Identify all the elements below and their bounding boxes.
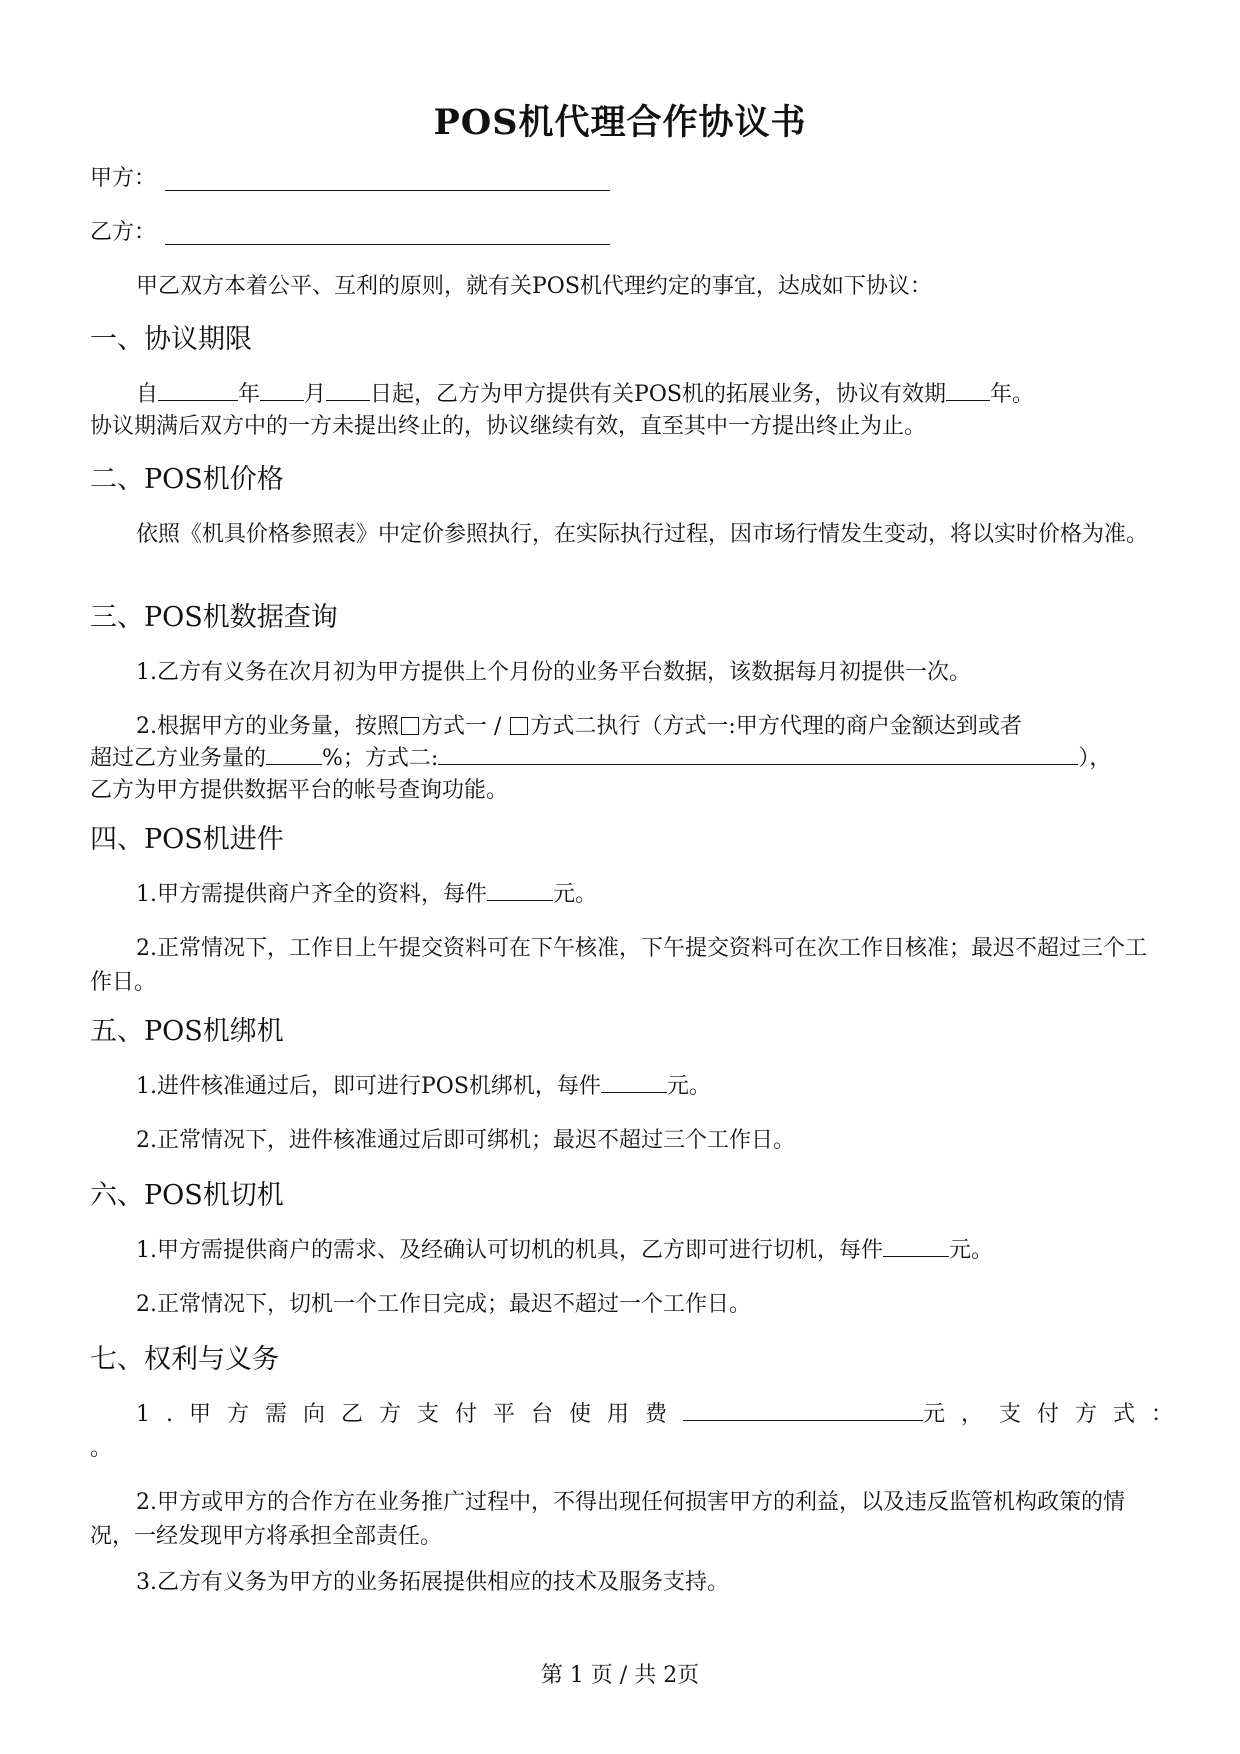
party-b-blank[interactable] xyxy=(165,244,610,245)
section-1-paragraph-line-1 xyxy=(136,378,1034,412)
month-blank[interactable] xyxy=(260,380,304,401)
option-2-checkbox[interactable] xyxy=(510,717,528,735)
text: 元， xyxy=(923,1402,1000,1427)
party-a-label: 甲方： xyxy=(90,166,157,191)
section-7-item-2: 2.甲方或甲方的合作方在业务推广过程中，不得出现任何损害甲方的利益，以及违反监管机构政策的情况，一经发现甲方将承担全部责任。 xyxy=(90,1490,1125,1549)
section-5-heading: 五、POS机绑机 xyxy=(90,1016,284,1047)
document-title: POS机代理合作协议书 xyxy=(433,102,807,143)
percentage-blank[interactable] xyxy=(266,744,322,765)
text: 1.甲方需向乙方支付平台使用费 xyxy=(136,1402,683,1427)
text: 1.甲方需提供商户的需求、及经确认可切机的机具，乙方即可进行切机，每件 xyxy=(136,1238,883,1263)
intake-fee-blank[interactable] xyxy=(487,880,553,901)
day-blank[interactable] xyxy=(326,380,370,401)
text: ）， xyxy=(1078,746,1112,771)
intro-paragraph: 甲乙双方本着公平、互利的原则，就有关POS机代理约定的事宜，达成如下协议： xyxy=(136,274,932,299)
section-3-item-1: 1.乙方有义务在次月初为甲方提供上个月份的业务平台数据，该数据每月初提供一次。 xyxy=(136,660,971,685)
section-7-item-1-line-2: 。 xyxy=(90,1436,113,1461)
text: 1.甲方需提供商户齐全的资料，每件 xyxy=(136,882,487,907)
section-6-item-1 xyxy=(136,1234,993,1268)
section-3-heading: 三、POS机数据查询 xyxy=(90,602,338,633)
text: 月 xyxy=(304,382,327,407)
text: 2.根据甲方的业务量，按照 xyxy=(136,714,399,739)
switch-fee-blank[interactable] xyxy=(883,1236,949,1257)
section-4-heading: 四、POS机进件 xyxy=(90,824,284,855)
party-b-label: 乙方： xyxy=(90,220,157,245)
text: 日起，乙方为甲方提供有关POS机的拓展业务，协议有效期 xyxy=(370,382,946,407)
section-1-heading: 一、协议期限 xyxy=(90,324,252,355)
validity-years-blank[interactable] xyxy=(946,380,990,401)
section-2-heading: 二、POS机价格 xyxy=(90,464,284,495)
section-2-paragraph: 依照《机具价格参照表》中定价参照执行，在实际执行过程，因市场行情发生变动，将以实时价格为准。 xyxy=(136,522,1149,547)
section-7-item-3: 3.乙方有义务为甲方的业务拓展提供相应的技术及服务支持。 xyxy=(136,1570,729,1595)
section-7-heading: 七、权利与义务 xyxy=(90,1344,279,1375)
text: 超过乙方业务量的 xyxy=(90,746,267,771)
binding-fee-blank[interactable] xyxy=(601,1072,667,1093)
option-1-checkbox[interactable] xyxy=(401,717,419,735)
section-3-item-2-line-2 xyxy=(90,742,1111,776)
text: 年。 xyxy=(989,382,1034,407)
text: 支付方式： xyxy=(999,1402,1190,1427)
text: 自 xyxy=(136,382,159,407)
section-4-item-2: 2.正常情况下，工作日上午提交资料可在下午核准，下午提交资料可在次工作日核准；最迟不超过三个工作日。 xyxy=(90,936,1147,995)
text: 元。 xyxy=(949,1238,994,1263)
section-5-item-2: 2.正常情况下，进件核准通过后即可绑机；最迟不超过三个工作日。 xyxy=(136,1128,795,1153)
party-a-blank[interactable] xyxy=(165,190,610,191)
text: 元。 xyxy=(666,1074,711,1099)
text: 方式二执行（方式一:甲方代理的商户金额达到或者 xyxy=(530,714,1022,739)
option-2-blank[interactable] xyxy=(438,744,1078,765)
text: %；方式二: xyxy=(322,746,439,771)
text: 元。 xyxy=(553,882,598,907)
section-3-item-2-line-3: 乙方为甲方提供数据平台的帐号查询功能。 xyxy=(90,778,509,803)
section-3-item-2-line-1 xyxy=(136,710,1022,744)
section-5-item-1 xyxy=(136,1070,711,1104)
section-1-paragraph-line-2: 协议期满后双方中的一方未提出终止的，协议继续有效，直至其中一方提出终止为止。 xyxy=(90,414,927,439)
section-6-item-2: 2.正常情况下，切机一个工作日完成；最迟不超过一个工作日。 xyxy=(136,1292,751,1317)
text: 1.进件核准通过后，即可进行POS机绑机，每件 xyxy=(136,1074,601,1099)
text: 年 xyxy=(238,382,261,407)
platform-fee-blank[interactable] xyxy=(683,1400,923,1421)
section-4-item-1 xyxy=(136,878,597,912)
section-6-heading: 六、POS机切机 xyxy=(90,1180,284,1211)
page-footer: 第 1 页 / 共 2页 xyxy=(540,1663,700,1688)
section-7-item-1-line-1 xyxy=(136,1398,1190,1432)
year-start-blank[interactable] xyxy=(158,380,238,401)
text: 方式一 / xyxy=(421,714,509,739)
